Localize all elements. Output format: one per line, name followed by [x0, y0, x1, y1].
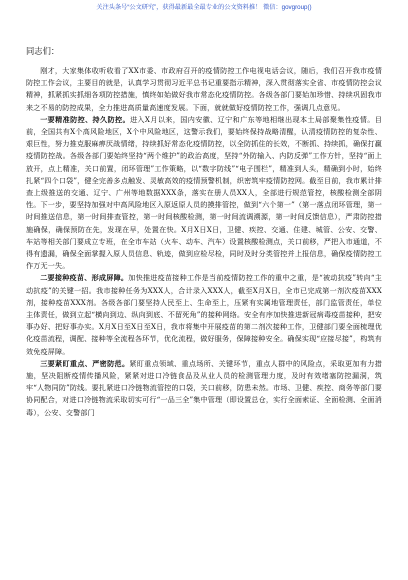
section-heading-3: 三要紧盯重点、严密防范。 [40, 358, 130, 368]
paragraph-section-1 [26, 114, 382, 273]
section-heading-1: 一要精准防控、持久防控。 [40, 114, 130, 124]
paragraph-text: 紧盯重点领域、重点场所、关键环节，重点人群中的风险点，采取更加有力措施，坚决阻断疫情传播风险，紧紧对进口冷链食品及从业人员的检测管理力度，及时有效堵塞防控漏洞，筑牢“人物同防”防线。要扎紧进口冷链物流管控的口袋，关口前移，防患未然。市场、卫健、疾控、商务等部门要协同配合，对进口冷链物流采取切实可行“一品三全”集中管理（即设置总仓，实行全面索证、全面检测、全面消毒），公安、交警部门 [26, 358, 382, 417]
paragraph-text: 进入X月以来，国内安徽、辽宁和广东等地相继出现本土局部聚集性疫情。目前，全国共有X个高风险地区，X个中风险地区，这警示我们，要始终保持战略清醒，认清疫情防控的复杂性、艰巨性，努力推克服麻痹厌战情绪，持续抓好常态化疫情防控，以全防抓住的长效，不断抓、持续抓，确保打赢疫情防控战。各级各部门要始终坚持“两个维护”的政治高度，坚持“外防输入、内防反弹”工作方针，坚持“面上放开，点上精准，关口前置，闭环管理”工作策略，以“数字防线”“电子围栏”，精准到人头，精确到小时，始终扎紧“四个口袋”，健全完善多点触发、灵敏高效的疫情预警机制，织密筑牢疫情防控网。截至目前，我市累计排查上级推送的交通、辽宁、广州等地数据XXX条，落实在册人员XX人，全部进行规范管控，核酸检测全部阴性。下一步，要坚持加强对中高风险地区入原返原人员的摸排管控，做到“六个第一”（第一落点闭环管理，第一时间推送信息，第一时间排查管控，第一时间核酸检测，第一时间流调溯源，第一时间反馈信息），严肃防控措施确保，确保预防在先，发现在早，处置在快。X月X日X日，卫健、疾控、交通、住建、城管、公安、交警、车站等相关部门要成立专班，在全市车站（火车、动车、汽车）设置核酸检测点，关口前移，严把入市通道，不得有遗漏，确保全面掌握入原人员信息、轨迹，做到应检尽检，同时及时分类管控并上报信息，确保疫情防控工作万无一失。 [26, 114, 382, 271]
paragraph-text: 刚才，大家集体收听收看了XX市委、市政府召开的疫情防控工作电视电话会议，随后，我们召开我市疫情防控工作会议，主要目的就是，认真学习贯彻习近平总书记重要指示精神，深入贯彻落实全省、市疫情防控会议精神，抓紧抓实抓细各项防控措施，慎终如始做好我市常态化疫情防控。各级各部门要始加珍惜、持续巩固我市来之不易的防控成果，全力推进高质量高速度发展。下面，就就做好疫情防控工作，强调几点意见。 [26, 66, 382, 112]
salutation: 同志们： [26, 46, 60, 56]
paragraph-intro [26, 65, 382, 114]
paragraph-section-3 [26, 358, 382, 419]
paragraph-section-2 [26, 272, 382, 357]
watermark-banner: 关注头条号“公文研究”，获得最新最全最专业的公文资料推！ 微信：govgroup() [0, 0, 408, 16]
section-heading-2: 二要接种疫苗、形成屏障。 [40, 273, 129, 283]
document-body [26, 44, 382, 574]
paragraph-text: 加快推进疫苗接种工作是当前疫情防控工作的重中之重，是“被动抗疫”转向“主动抗疫”的关键一招。我市接种任务为XXX人，合计录入XXX人，截至X月X日，全市已完成第一剂次疫苗XXX剂，接种疫苗XXX剂。各级各部门要坚持人民至上、生命至上，压紧有实属地管理责任，部门监管责任，单位主体责任，做到立起“横向到边、纵向到底、不留死角”的接种网络。安全有序加快推进新冠病毒疫苗接种，把安事办好、把好事办实。X月X日至X日至X日，我市将集中开展疫苗的第二剂次接种工作，卫健部门要全面梳理优化疫苗流程，调配、接种等全流程各环节，优化流程，做好服务，保障接种安全。确保实现“应接尽接”，构筑有效免疫屏障。 [26, 273, 382, 356]
